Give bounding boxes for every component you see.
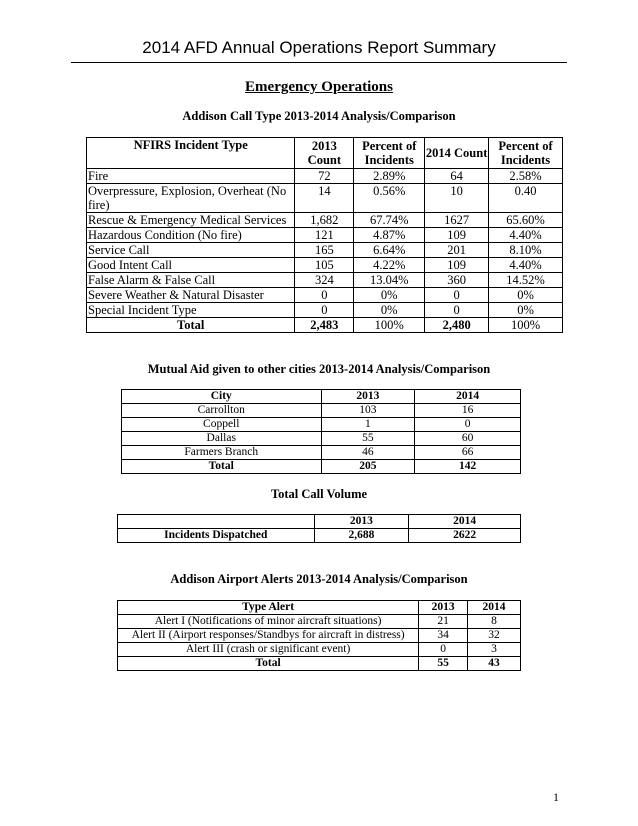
section-title: Emergency Operations (245, 79, 393, 95)
table-cell: 142 (415, 460, 521, 474)
table-cell: 2.58% (489, 169, 563, 184)
table-cell: Alert II (Airport responses/Standbys for aircraft in distress) (118, 629, 419, 643)
table-cell: 8.10% (489, 243, 563, 258)
table-cell: 100% (489, 318, 563, 333)
table-cell: 0 (419, 643, 468, 657)
table-row (122, 418, 521, 432)
table-cell: 2622 (409, 529, 521, 543)
col-header: 2013 (314, 515, 409, 529)
table-cell: 121 (295, 228, 354, 243)
table-cell: 72 (295, 169, 354, 184)
table-cell: 100% (354, 318, 425, 333)
table-row (87, 273, 563, 288)
col-header: 2014 (415, 390, 521, 404)
table-cell: 55 (321, 432, 415, 446)
table-cell: 66 (415, 446, 521, 460)
table-cell: Service Call (87, 243, 295, 258)
col-header: 2013 Count (295, 138, 354, 169)
table-row (118, 629, 521, 643)
table-cell: 360 (425, 273, 489, 288)
col-header (118, 515, 315, 529)
table-row (87, 243, 563, 258)
col-header: Percent of Incidents (489, 138, 563, 169)
table-cell: 0% (354, 303, 425, 318)
table-cell: Alert I (Notifications of minor aircraft situations) (118, 615, 419, 629)
table-cell: 64 (425, 169, 489, 184)
call-type-caption: Addison Call Type 2013-2014 Analysis/Comparison (182, 109, 456, 123)
table-cell: 32 (468, 629, 521, 643)
col-header: Percent of Incidents (354, 138, 425, 169)
table-cell: Coppell (122, 418, 322, 432)
table-row (87, 169, 563, 184)
table-cell: 10 (425, 184, 489, 213)
table-row (122, 446, 521, 460)
table-cell: 21 (419, 615, 468, 629)
page-number: 1 (553, 790, 559, 804)
table-cell: Good Intent Call (87, 258, 295, 273)
table-cell: 14.52% (489, 273, 563, 288)
table-cell: 0% (489, 288, 563, 303)
table-cell: 1,682 (295, 213, 354, 228)
table-cell: Rescue & Emergency Medical Services (87, 213, 295, 228)
table-cell: 103 (321, 404, 415, 418)
table-row (118, 643, 521, 657)
table-cell: 2,483 (295, 318, 354, 333)
mutual-aid-caption: Mutual Aid given to other cities 2013-2014 Analysis/Comparison (147, 362, 491, 376)
call-volume-header-row (118, 515, 521, 529)
table-cell: 0 (295, 288, 354, 303)
table-row (87, 228, 563, 243)
table-cell: Fire (87, 169, 295, 184)
table-cell: 324 (295, 273, 354, 288)
table-cell: 0% (354, 288, 425, 303)
airport-alerts-table (117, 600, 521, 671)
table-cell: 105 (295, 258, 354, 273)
mutual-aid-header-row (122, 390, 521, 404)
table-cell: 0 (415, 418, 521, 432)
col-header: 2013 (419, 601, 468, 615)
call-volume-table (117, 514, 521, 543)
table-cell: 0% (489, 303, 563, 318)
table-cell: 109 (425, 228, 489, 243)
table-cell: 4.40% (489, 258, 563, 273)
table-cell: 65.60% (489, 213, 563, 228)
table-cell: 201 (425, 243, 489, 258)
table-cell: 0 (425, 288, 489, 303)
header-rule (71, 62, 567, 63)
table-cell: 14 (295, 184, 354, 213)
table-cell: 4.40% (489, 228, 563, 243)
table-row (118, 615, 521, 629)
table-cell: 2,480 (425, 318, 489, 333)
col-header: NFIRS Incident Type (87, 138, 295, 169)
call-volume-caption: Total Call Volume (270, 487, 368, 501)
call-type-table (86, 137, 563, 333)
col-header: City (122, 390, 322, 404)
table-cell: 13.04% (354, 273, 425, 288)
table-row (87, 288, 563, 303)
table-cell: Severe Weather & Natural Disaster (87, 288, 295, 303)
table-cell: 1627 (425, 213, 489, 228)
col-header: 2014 (468, 601, 521, 615)
table-row (118, 529, 521, 543)
table-row (87, 184, 563, 213)
table-cell: Total (122, 460, 322, 474)
airport-header-row (118, 601, 521, 615)
mutual-aid-table (121, 389, 521, 474)
table-cell: Total (118, 657, 419, 671)
page-header-title: 2014 AFD Annual Operations Report Summary (142, 38, 496, 57)
table-cell: 8 (468, 615, 521, 629)
table-cell: 34 (419, 629, 468, 643)
table-cell: Carrollton (122, 404, 322, 418)
table-cell: 165 (295, 243, 354, 258)
table-cell: 0 (425, 303, 489, 318)
table-row (122, 432, 521, 446)
table-row (87, 303, 563, 318)
table-cell: 0.40 (489, 184, 563, 213)
col-header: Type Alert (118, 601, 419, 615)
col-header: 2013 (321, 390, 415, 404)
table-cell: 4.87% (354, 228, 425, 243)
table-cell: 2.89% (354, 169, 425, 184)
airport-caption: Addison Airport Alerts 2013-2014 Analysis/Comparison (170, 572, 468, 586)
col-header: 2014 (409, 515, 521, 529)
table-cell: Hazardous Condition (No fire) (87, 228, 295, 243)
table-cell: Incidents Dispatched (118, 529, 315, 543)
table-cell: Alert III (crash or significant event) (118, 643, 419, 657)
table-cell: False Alarm & False Call (87, 273, 295, 288)
table-cell: 46 (321, 446, 415, 460)
table-cell: 43 (468, 657, 521, 671)
table-cell: 0.56% (354, 184, 425, 213)
table-cell: Dallas (122, 432, 322, 446)
table-total-row (122, 460, 521, 474)
table-cell: 109 (425, 258, 489, 273)
table-cell: 6.64% (354, 243, 425, 258)
table-cell: 205 (321, 460, 415, 474)
table-cell: 1 (321, 418, 415, 432)
table-cell: 16 (415, 404, 521, 418)
table-cell: 55 (419, 657, 468, 671)
table-total-row (87, 318, 563, 333)
table-cell: 3 (468, 643, 521, 657)
table-cell: 67.74% (354, 213, 425, 228)
table-cell: 60 (415, 432, 521, 446)
table-total-row (118, 657, 521, 671)
table-cell: 2,688 (314, 529, 409, 543)
table-cell: 0 (295, 303, 354, 318)
table-cell: Farmers Branch (122, 446, 322, 460)
col-header: 2014 Count (425, 138, 489, 169)
table-cell: Overpressure, Explosion, Overheat (No fire) (87, 184, 295, 213)
table-row (87, 258, 563, 273)
table-cell: 4.22% (354, 258, 425, 273)
table-cell: Total (87, 318, 295, 333)
table-row (87, 213, 563, 228)
call-type-header-row (87, 138, 563, 169)
table-cell: Special Incident Type (87, 303, 295, 318)
table-row (122, 404, 521, 418)
